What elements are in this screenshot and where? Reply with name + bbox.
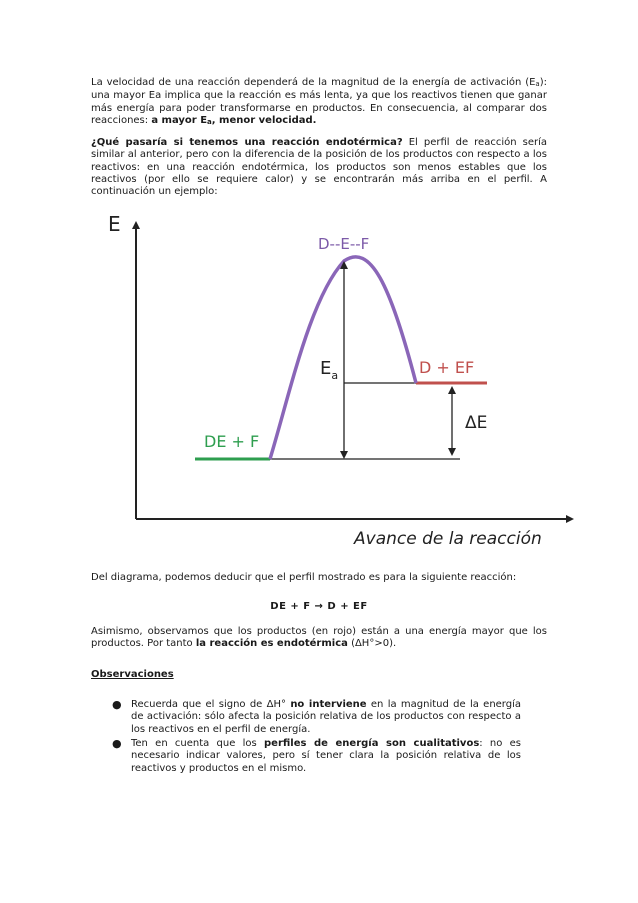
bullet-icon: ●	[112, 698, 122, 711]
products-label: D + EF	[419, 358, 475, 377]
x-axis-label: Avance de la reacción	[354, 529, 542, 549]
list-item: ● Recuerda que el signo de ΔH° no interviene en la magnitud de la energía de activación: sólo afecta la posición relativa de los productos con respecto a los reactivos en el perfil de energía.	[112, 698, 521, 735]
energy-profile-diagram	[100, 203, 580, 553]
reactants-label: DE + F	[204, 432, 260, 451]
y-axis-label: E	[108, 212, 121, 236]
observaciones-heading: Observaciones	[91, 669, 174, 680]
ea-label: $E_a$	[320, 358, 339, 382]
paragraph-endothermic: ¿Qué pasaría si tenemos una reacción endotérmica? El perfil de reacción sería similar al anterior, pero con la diferencia de la posición de los productos con respecto a los reactivos: en una reacción endotérmica, los productos son menos estables que los reactivos (por ello se requiere calor) y se encontrarán más arriba en el perfil. A continuación un ejemplo:	[91, 137, 547, 198]
reaction-equation: DE + F → D + EF	[270, 601, 368, 612]
paragraph-conclusion: Asimismo, observamos que los productos (en rojo) están a una energía mayor que los productos. Por tanto la reacción es endotérmica (ΔH°>0).	[91, 626, 547, 650]
list-item: ● Ten en cuenta que los perfiles de energía son cualitativos: no es necesario indicar valores, pero sí tener clara la posición relativa de los reactivos y productos en el mismo.	[112, 737, 521, 774]
transition-state-label: D--E--F	[318, 235, 370, 253]
paragraph-deduction: Del diagrama, podemos deducir que el perfil mostrado es para la siguiente reacción:	[91, 572, 517, 583]
bullet-icon: ●	[112, 737, 122, 750]
paragraph-activation-energy: La velocidad de una reacción dependerá de la magnitud de la energía de activación (Ea): una mayor Ea implica que la reacción es más lenta, ya que los reactivos tienen que ganar más energía para poder transformarse en productos. En consecuencia, al comparar dos reacciones: a mayor Ea, menor velocidad.	[91, 77, 547, 126]
reaction-curve	[270, 257, 416, 459]
delta-e-label: ΔE	[465, 413, 488, 433]
